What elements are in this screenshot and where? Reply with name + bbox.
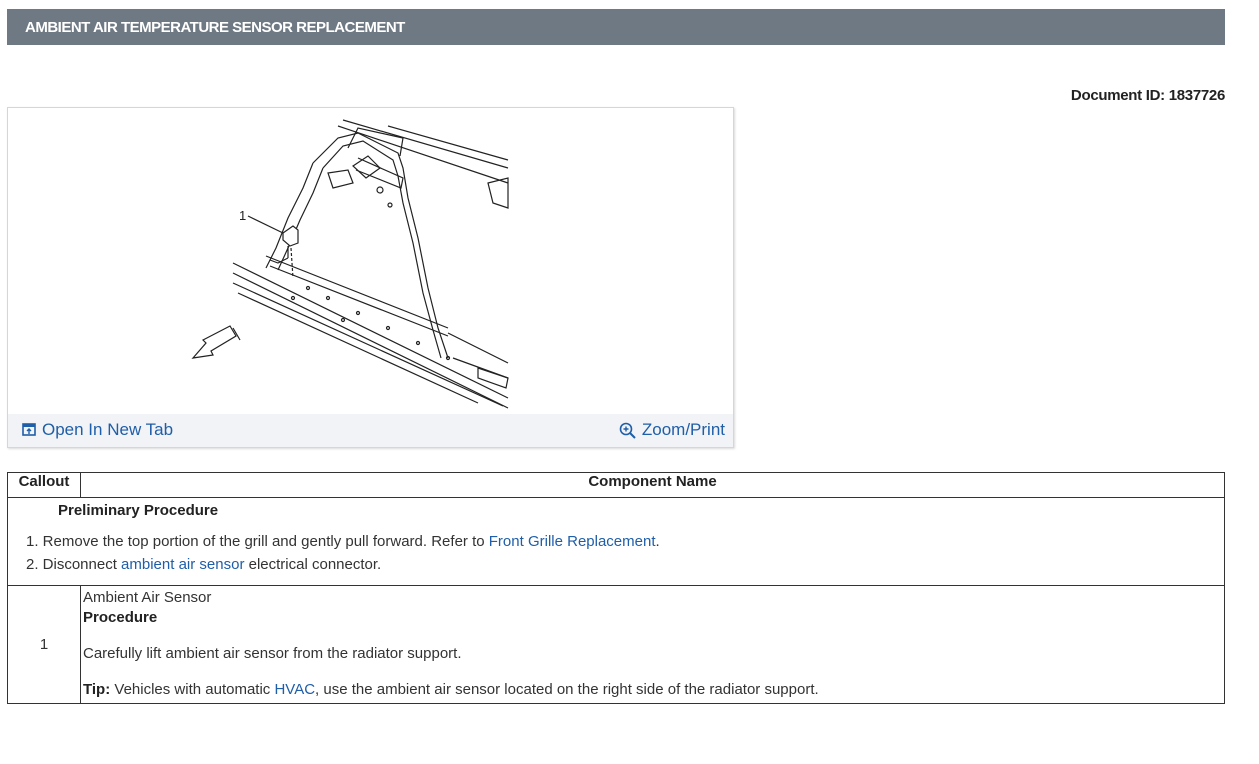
tip-label: Tip: xyxy=(83,681,111,698)
zoom-in-icon xyxy=(619,422,636,439)
preliminary-row xyxy=(8,498,1225,586)
document-id: Document ID: 1837726 xyxy=(1070,87,1225,104)
figure-callout-label: 1 xyxy=(239,208,247,223)
step-2-text: 2. Disconnect xyxy=(26,556,122,573)
preliminary-step-1 xyxy=(8,533,1224,550)
step-1-suffix: . xyxy=(655,533,660,550)
open-tab-icon xyxy=(22,423,36,437)
zoom-print-label: Zoom/Print xyxy=(641,420,725,439)
preliminary-step-2 xyxy=(8,556,1224,573)
tip-text xyxy=(83,680,1224,700)
open-in-new-tab-label: Open In New Tab xyxy=(42,420,174,439)
figure-toolbar xyxy=(8,414,733,447)
front-grille-replacement-link[interactable]: Front Grille Replacement xyxy=(488,533,656,550)
step-2-suffix: electrical connector. xyxy=(244,556,382,573)
component-cell xyxy=(81,586,1225,704)
component-name: Ambient Air Sensor xyxy=(83,589,212,606)
procedure-instruction: Carefully lift ambient air sensor from the radiator support. xyxy=(83,645,462,662)
ambient-air-sensor-link[interactable]: ambient air sensor xyxy=(121,556,245,573)
procedure-label: Procedure xyxy=(83,609,158,626)
zoom-print-link[interactable] xyxy=(619,420,725,440)
table-row xyxy=(8,586,1225,704)
step-1-text: 1. Remove the top portion of the grill and gently pull forward. Refer to xyxy=(26,533,489,550)
page-title: AMBIENT AIR TEMPERATURE SENSOR REPLACEMENT xyxy=(7,9,1225,45)
callout-table xyxy=(7,472,1225,704)
preliminary-title: Preliminary Procedure xyxy=(58,502,219,519)
open-in-new-tab-link[interactable] xyxy=(22,420,173,440)
callout-header: Callout xyxy=(8,473,81,498)
tip-prefix: Vehicles with automatic xyxy=(110,681,275,698)
component-name-header: Component Name xyxy=(81,473,1225,498)
table-header-row xyxy=(8,473,1225,498)
figure-panel xyxy=(7,107,734,448)
callout-number: 1 xyxy=(8,586,81,704)
hvac-link[interactable]: HVAC xyxy=(274,681,316,698)
tip-suffix: , use the ambient air sensor located on the right side of the radiator support. xyxy=(315,681,819,698)
radiator-support-illustration xyxy=(8,108,735,413)
preliminary-cell xyxy=(8,498,1225,586)
